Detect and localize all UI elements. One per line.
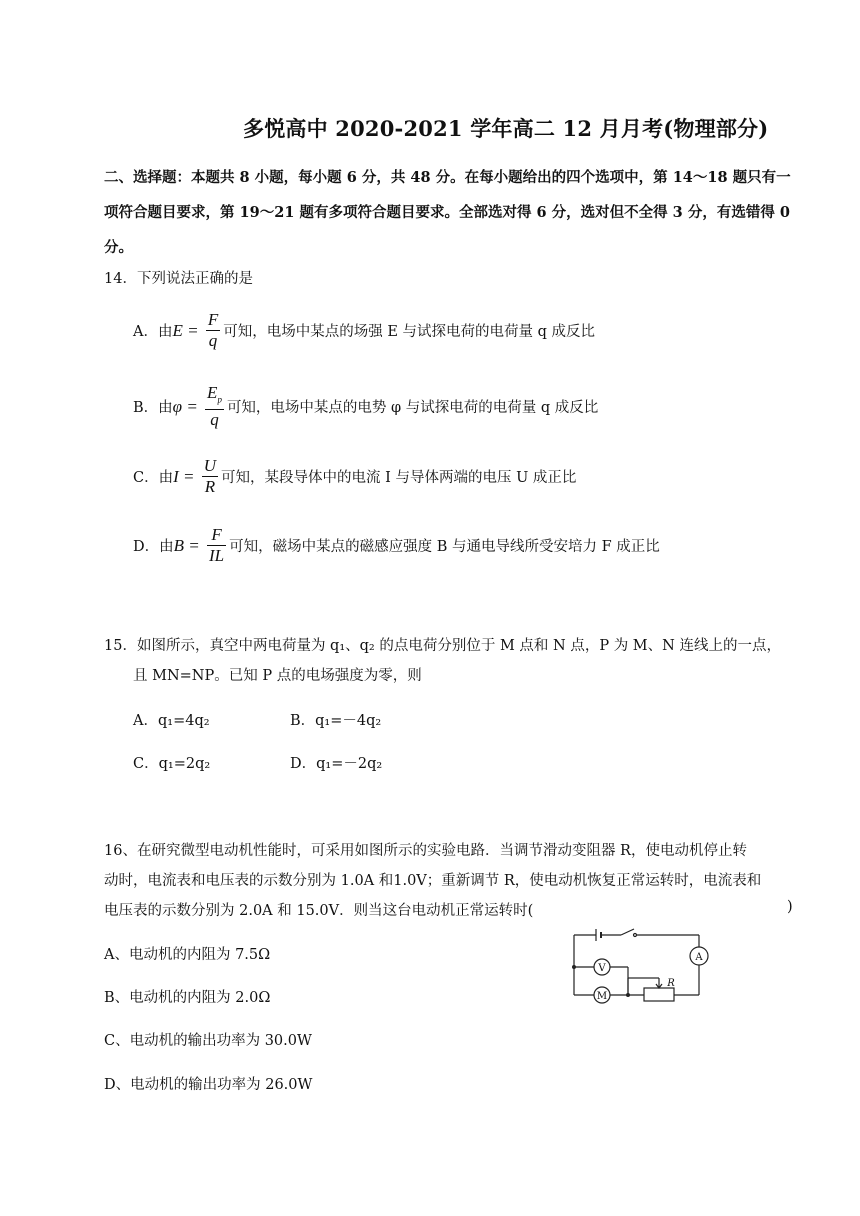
q14-option-a[interactable]: A．由 E = $\frac{F}{q}$ 可知，电场中某点的场强 E 与试探电荷的电荷量 q 成反比 [133,310,596,350]
q15-option-c[interactable]: C．q₁=2q₂ [133,756,211,772]
question-14-stem: 14．下列说法正确的是 [104,271,253,287]
formula-fraction: $\frac{E_p}{q}$ [207,383,222,430]
formula-fraction: $\frac{F}{IL}$ [209,525,225,565]
q15-option-a[interactable]: A．q₁=4q₂ [133,713,210,729]
question-16-line1: 16、在研究微型电动机性能时，可采用如图所示的实验电路．当调节滑动变阻器 R，使电动机停止转 [104,843,747,859]
q14-option-b[interactable]: B．由 φ = $\frac{E_p}{q}$ 可知，电场中某点的电势 φ 与试探电荷的电荷量 q 成反比 [133,383,599,430]
resistor-label: R [667,978,675,989]
q16-option-b[interactable]: B、电动机的内阻为 2.0Ω [104,990,271,1006]
ammeter-label: A [695,952,703,963]
section-heading: 二、选择题：本题共 8 小题，每小题 6 分，共 48 分。在每小题给出的四个选项中，第 14～18 题只有一项符合题目要求，第 19～21 题有多项符合题目要求。全部选对得 6 分，选对但不全得 3 分，有选错得 0 分。 [104,169,791,256]
circuit-diagram [566,922,716,1004]
switch-blade [621,929,634,935]
formula-fraction: $\frac{F}{q}$ [207,310,219,350]
q14-option-d[interactable]: D．由 B = $\frac{F}{IL}$ 可知，磁场中某点的磁感应强度 B 与通电导线所受安培力 F 成正比 [133,525,660,565]
question-16-close-paren: ) [787,899,793,915]
question-15-line2: 且 MN=NP。已知 P 点的电场强度为零，则 [133,668,422,684]
formula-fraction: $\frac{U}{R}$ [203,456,217,496]
q16-option-c[interactable]: C、电动机的输出功率为 30.0W [104,1033,312,1049]
page-title: 多悦高中 2020-2021 学年高二 12 月月考(物理部分) [243,116,769,141]
q15-option-b[interactable]: B．q₁=－4q₂ [290,713,382,729]
question-16-line2: 动时，电流表和电压表的示数分别为 1.0A 和1.0V；重新调节 R，使电动机恢复正常运转时，电流表和 [104,873,762,889]
voltmeter-label: V [598,963,606,974]
rheostat-body [644,988,674,1001]
question-15-line1: 15．如图所示，真空中两电荷量为 q₁、q₂ 的点电荷分别位于 M 点和 N 点，P 为 M、N 连线上的一点， [104,638,781,654]
motor-label: M [596,991,608,1002]
q16-option-d[interactable]: D、电动机的输出功率为 26.0W [104,1077,313,1093]
q15-option-d[interactable]: D．q₁=－2q₂ [290,756,383,772]
q14-option-c[interactable]: C．由 I = $\frac{U}{R}$ 可知，某段导体中的电流 I 与导体两端的电压 U 成正比 [133,456,577,496]
q16-option-a[interactable]: A、电动机的内阻为 7.5Ω [104,947,271,963]
question-16-line3: 电压表的示数分别为 2.0A 和 15.0V．则当这台电动机正常运转时( [104,903,534,919]
